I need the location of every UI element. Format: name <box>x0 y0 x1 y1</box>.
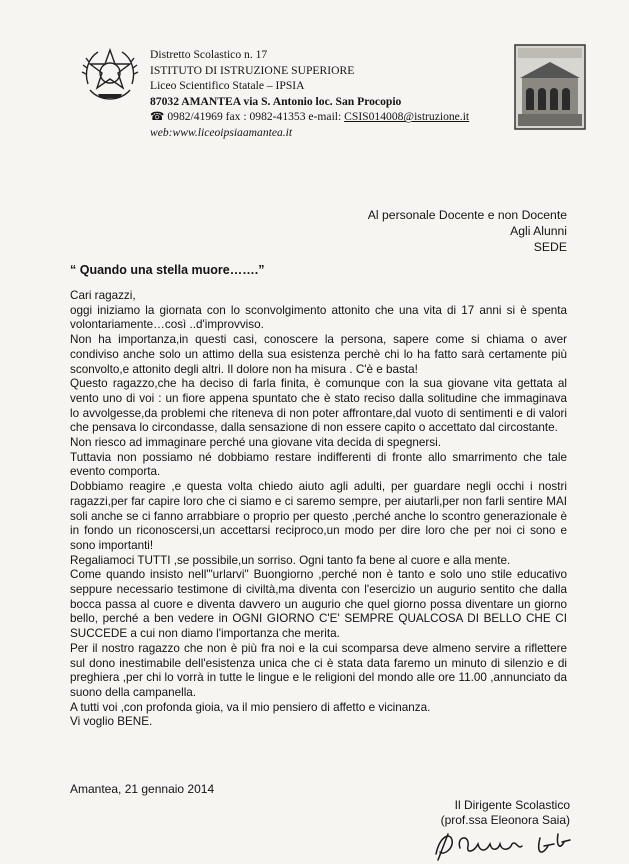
letter-title: “ Quando una stella muore…….” <box>70 263 265 277</box>
body-paragraph: oggi iniziamo la giornata con lo sconvolgimento attonito che una vita di 17 anni si è spenta volontariamente…così ..d'improvviso. <box>70 303 567 332</box>
body-paragraph: Non riesco ad immaginare perché una giovane vita decida di spegnersi. <box>70 436 441 450</box>
body-paragraph: Come quando insisto nell'"urlarvi" Buongiorno ,perché non è tanto e solo uno stile educativo seppure necessario testimone di civiltà,ma diventa con l'esercizio un augurio sentito che dalla bocca passa al cuore e diventa davvero un augurio che quel giorno possa diventare un giorno bello, perché a ben vedere in OGNI GIORNO C'E' SEMPRE QUALCOSA DI BELLO CHE CI SUCCEDE a cui non diamo l'importanza che merita. <box>70 568 567 641</box>
institute-name: ISTITUTO DI ISTRUZIONE SUPERIORE <box>150 63 355 77</box>
phone-icon: ☎ <box>150 110 165 124</box>
letter-body <box>70 289 567 730</box>
body-paragraph: Tuttavia non possiamo né dobbiamo restare indifferenti di fronte allo smarrimento che tale evento comporta. <box>70 450 567 479</box>
letterhead <box>150 47 510 141</box>
school-address: 87032 AMANTEA via S. Antonio loc. San Procopio <box>150 94 402 108</box>
place-and-date: Amantea, 21 gennaio 2014 <box>70 782 215 796</box>
contacts-line <box>150 109 510 125</box>
body-paragraph: Non ha importanza,in questi casi, conoscere la persona, sapere come si chiama o aver condiviso anche solo un attimo della sua esistenza perchè chi lo ha fatto sarà certamente più sconvolto,e attonito degli altri. Il dolore non ha misura . C'è e basta! <box>70 333 567 376</box>
contacts-text: 0982/41969 fax : 0982-41353 e-mail: <box>167 110 345 124</box>
body-paragraph: A tutti voi ,con profonda gioia, va il mio pensiero di affetto e vicinanza. <box>70 700 431 714</box>
handwritten-signature <box>430 826 580 862</box>
body-paragraph: Regaliamoci TUTTI ,se possibile,un sorriso. Ogni tanto fa bene al cuore e alla mente. <box>70 553 511 567</box>
signer-name: (prof.ssa Eleonora Saia) <box>440 813 570 827</box>
body-paragraph: Per il nostro ragazzo che non è più fra noi e la cui scomparsa deve almeno servire a riflettere sul dono inestimabile dell'esistenza unica che ci è stata data faremo un minuto di silenzio e di preghiera ,per chi lo vorrà in tutte le lingue e le religioni del mondo alle ore 11.00 ,annunciato da suono della campanella. <box>70 641 567 699</box>
signature-block <box>420 798 570 828</box>
school-building-photo <box>514 44 586 130</box>
body-paragraph: Vi voglio BENE. <box>70 715 153 729</box>
website-link[interactable]: web:www.liceoipsiaamantea.it <box>150 125 293 139</box>
body-paragraph: Dobbiamo reagire ,e questa volta chiedo aiuto agli adulti, per guardare negli occhi i nostri ragazzi,per far capire loro che ci siamo e ci saremo sempre, per aiutarli,per non farli sentire MAI soli anche se ci fanno arrabbiare o proprio per questo ,perché anche lo scontro generazionale è in fondo un riconoscersi,un accettarsi reciproco,un modo per dire loro che per noi ci sono e sono importanti! <box>70 480 567 552</box>
school-type: Liceo Scientifico Statale – IPSIA <box>150 79 305 93</box>
body-paragraph: Questo ragazzo,che ha deciso di farla finita, è comunque con la sua giovane vita gettata al vento uno di voi : un fiore appena spuntato che è stato reciso dalla solitudine che immaginava lo avvolgesse,da problemi che riteneva di non poter affrontare,dal vuoto di sentimenti e di valori che pensava lo circondasse, dalla sensazione di non essere capito o accettato dal circostante. <box>70 377 567 435</box>
recipient-location: SEDE <box>533 240 567 254</box>
recipient-students: Agli Alunni <box>510 224 567 238</box>
school-district: Distretto Scolastico n. 17 <box>150 48 268 61</box>
email-link[interactable]: CSIS014008@istruzione.it <box>344 110 470 124</box>
recipients-block <box>267 207 567 255</box>
recipient-staff: Al personale Docente e non Docente <box>367 208 567 222</box>
signer-role: Il Dirigente Scolastico <box>454 798 570 812</box>
salutation: Cari ragazzi, <box>70 289 136 302</box>
italian-republic-emblem-icon <box>80 44 140 106</box>
